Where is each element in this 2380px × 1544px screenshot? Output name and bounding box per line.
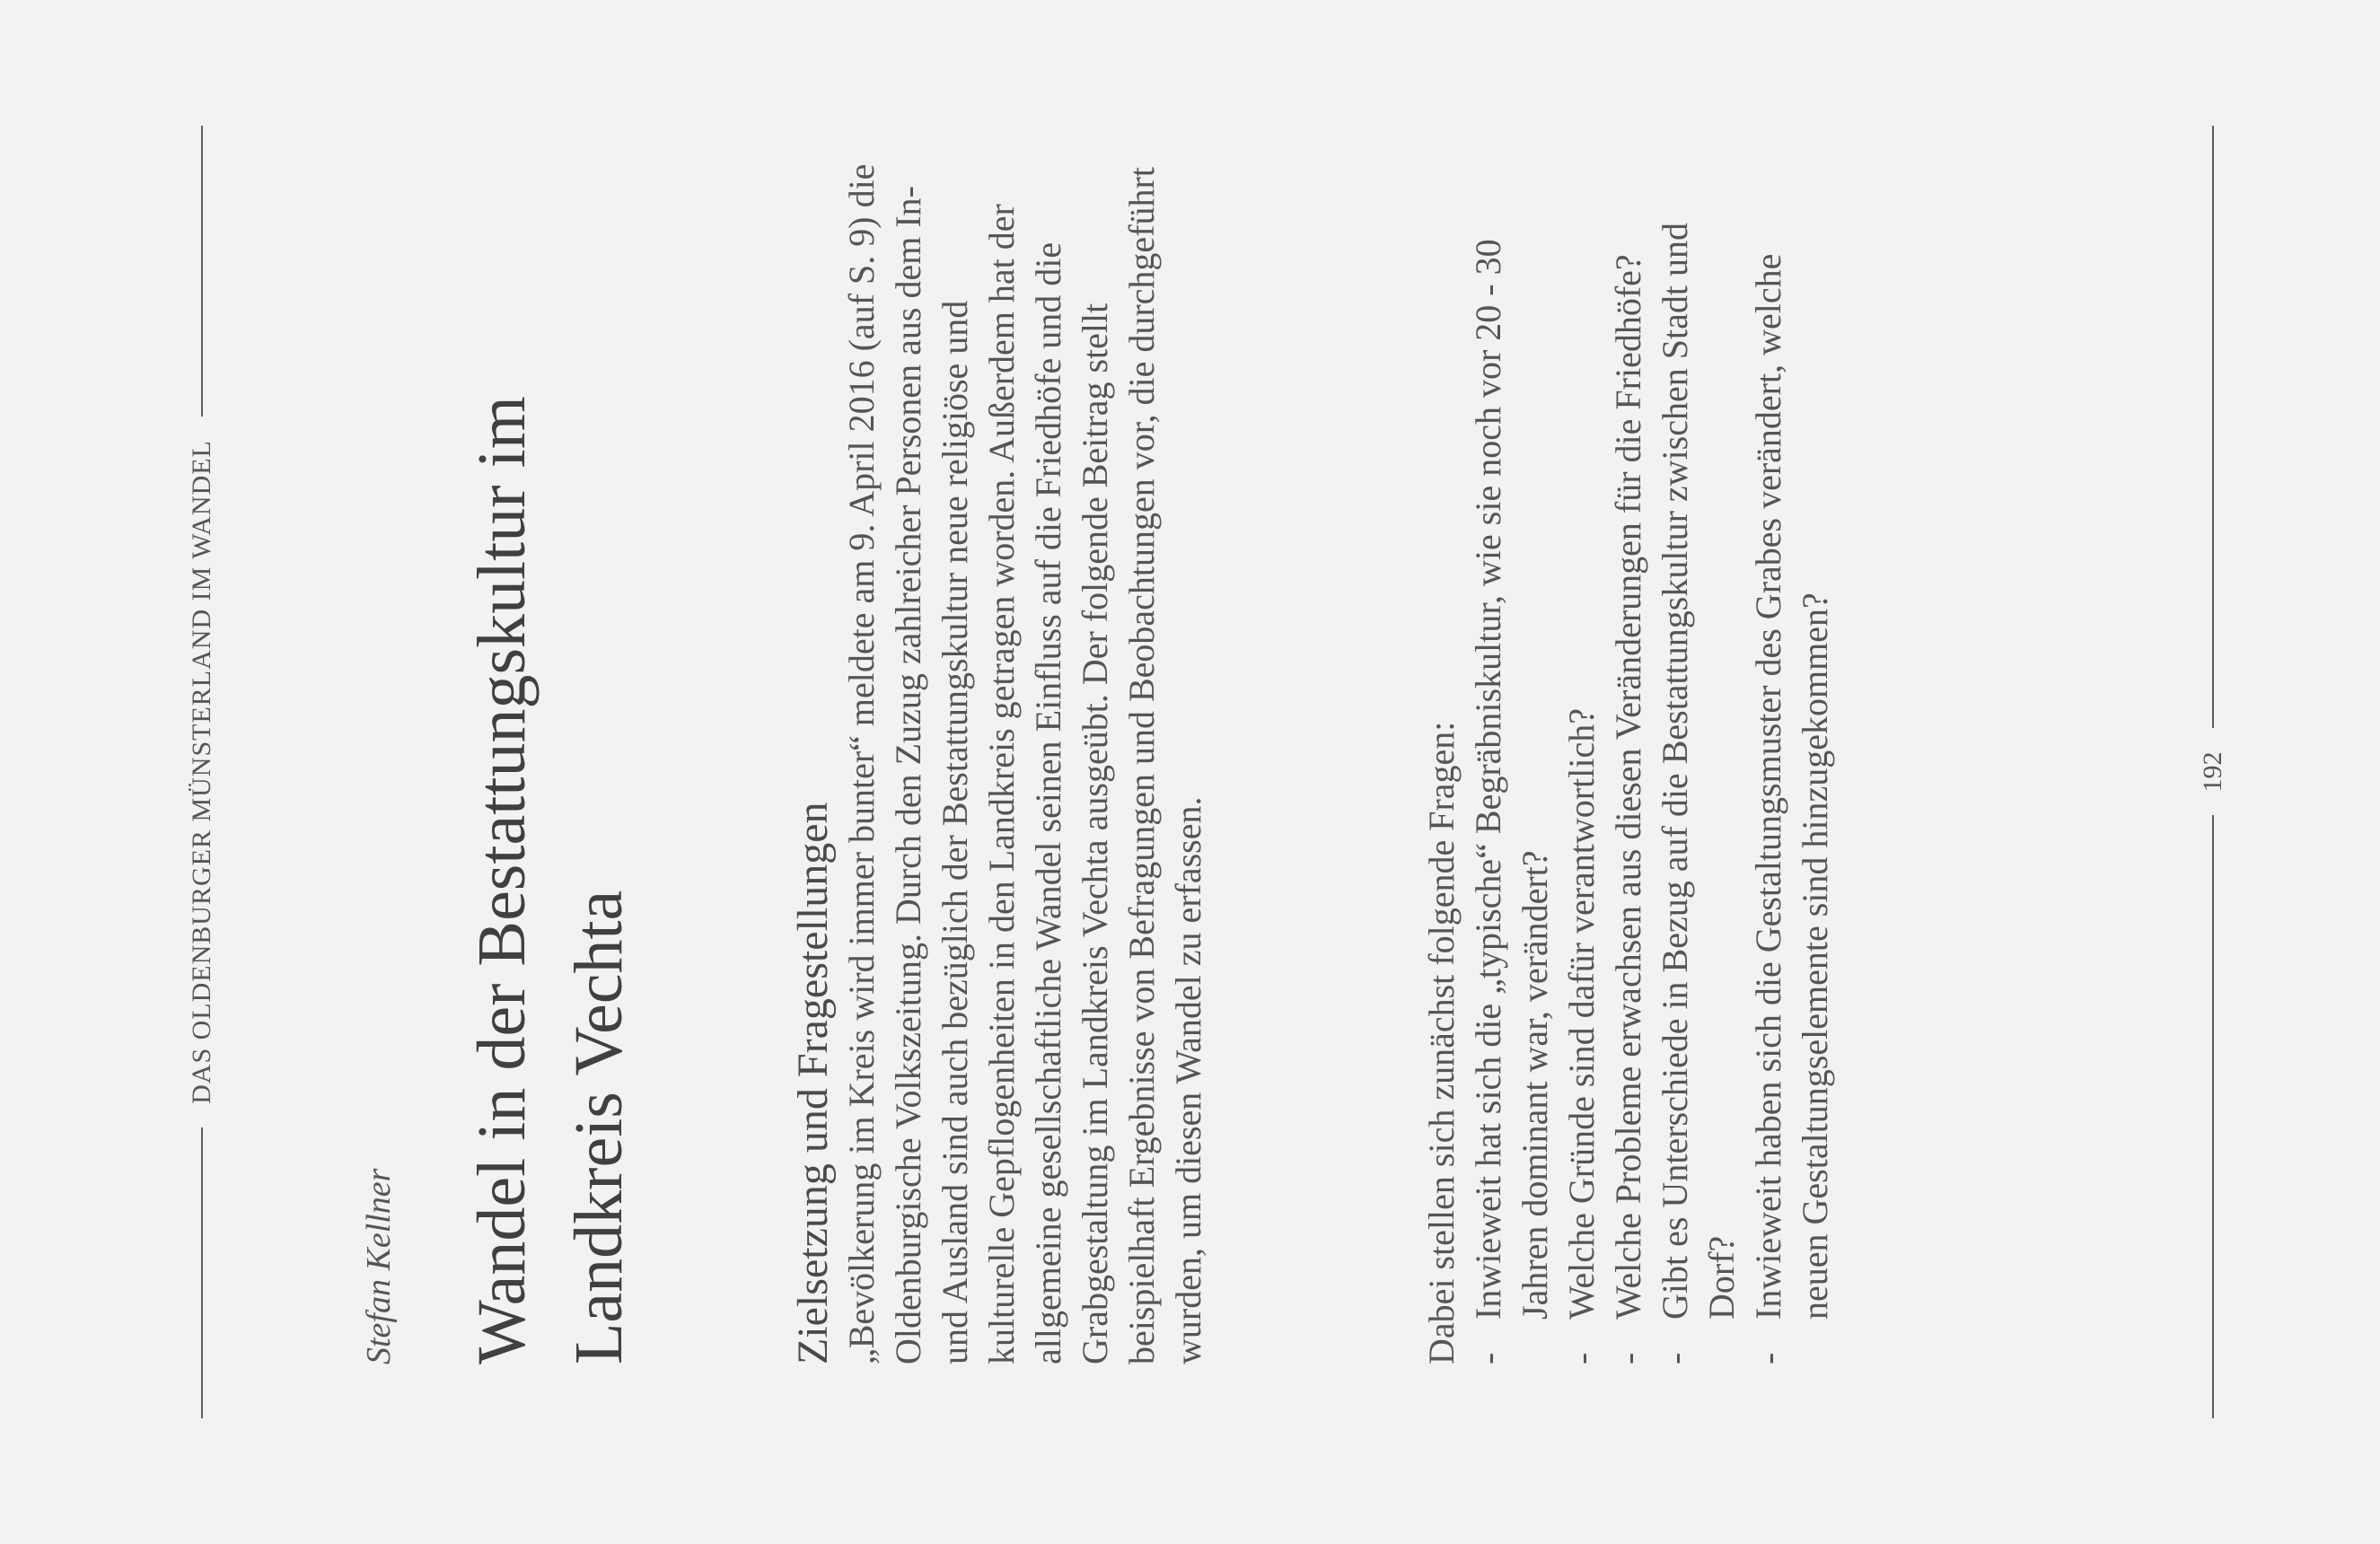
- article-title: Wandel in der Bestattungskultur im Landkreis Vechta: [464, 396, 637, 1364]
- author-name: Stefan Kellner: [360, 1168, 398, 1364]
- question-text: Inwieweit haben sich die Gestaltungsmuster des Grabes verändert, welche neuen Gestaltungselemente sind hinzugekommen?: [1748, 253, 1835, 1320]
- questions-intro: Dabei stellen sich zunächst folgende Fragen:: [1421, 721, 1462, 1364]
- list-item: [1605, 162, 1652, 1364]
- intro-paragraph: „Bevölkerung im Kreis wird immer bunter“ meldete am 9. April 2016 (auf S. 9) die Oldenburgische Volkszeitung. Durch den Zuzug zahlreicher Personen aus dem In- und Ausland sind auch bezüglich der Bestattungskultur neue religiöse und kulturelle Gepflogenheiten in den Landkreis getragen worden. Außerdem hat der allgemeine gesellschaftliche Wandel seinen Einfluss auf die Friedhöfe und die Grabgestaltung im Landkreis Vechta ausgeübt. Der folgende Beitrag stellt beispielhaft Ergebnisse von Befragungen und Beobachtungen vor, die durchgeführt wurden, um diesen Wandel zu erfassen.: [841, 163, 1208, 1364]
- bullet-dash: -: [1561, 1352, 1602, 1364]
- header-rule-right: [201, 126, 203, 417]
- intro-section: [790, 162, 1212, 1364]
- questions-section: [1418, 162, 1839, 1364]
- footer-rule-left: [2212, 816, 2214, 1419]
- page-footer: [2191, 126, 2235, 1418]
- section-heading: Zielsetzung und Fragestellungen: [789, 802, 837, 1364]
- question-text: Inwieweit hat sich die „typische“ Begräbniskultur, wie sie noch vor 20 - 30 Jahren dominant war, verändert?: [1468, 239, 1555, 1320]
- footer-rule-right: [2212, 126, 2214, 729]
- questions-list: [1465, 162, 1839, 1364]
- page-number: 192: [2198, 751, 2227, 793]
- question-text: Welche Gründe sind dafür verantwortlich?: [1561, 708, 1602, 1320]
- list-item: [1465, 162, 1559, 1364]
- question-text: Welche Probleme erwachsen aus diesen Veränderungen für die Friedhöfe?: [1608, 254, 1648, 1320]
- list-item: [1559, 162, 1605, 1364]
- bullet-dash: -: [1468, 1352, 1508, 1364]
- running-header-text: DAS OLDENBURGER MÜNSTERLAND IM WANDEL: [187, 440, 216, 1104]
- list-item: [1745, 162, 1839, 1364]
- bullet-dash: -: [1655, 1352, 1695, 1364]
- bullet-dash: -: [1608, 1352, 1648, 1364]
- list-item: [1652, 162, 1745, 1364]
- question-text: Gibt es Unterschiede in Bezug auf die Bestattungskultur zwischen Stadt und Dorf?: [1655, 223, 1742, 1320]
- header-rule-left: [201, 1127, 203, 1418]
- running-header: [180, 126, 224, 1418]
- bullet-dash: -: [1748, 1352, 1788, 1364]
